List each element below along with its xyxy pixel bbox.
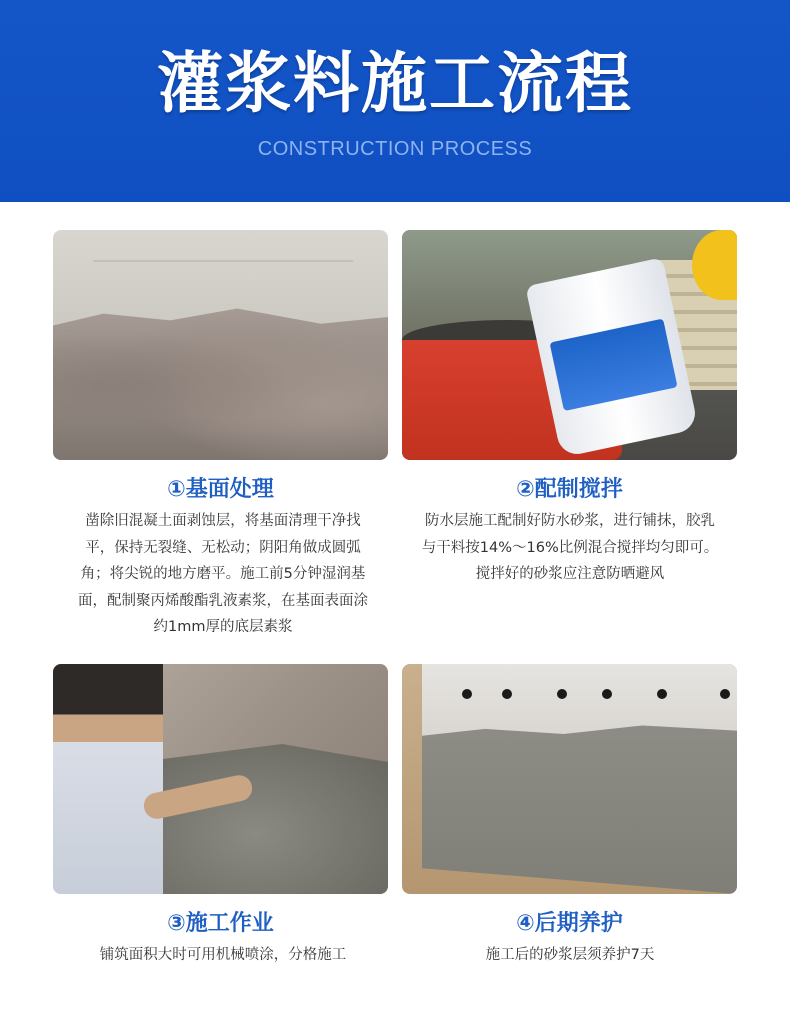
step-4-title: ④后期养护 — [516, 911, 623, 936]
wall-hole — [602, 689, 612, 699]
wall-crack — [93, 260, 353, 262]
step-4-description: 施工后的砂浆层须养护7天 — [485, 947, 655, 963]
worker — [53, 664, 163, 894]
step-1-title: ①基面处理 — [167, 477, 274, 502]
step-2-photo — [402, 230, 737, 460]
step-3-description: 铺筑面积大时可用机械喷涂，分格施工 — [99, 947, 347, 963]
step-2-description: 防水层施工配制好防水砂浆，进行铺抹，胶乳与干料按14%～16%比例混合搅拌均匀即可。搅拌好的砂浆应注意防晒避风 — [421, 513, 719, 582]
page-subtitle: CONSTRUCTION PROCESS — [257, 138, 533, 160]
eroded-concrete — [53, 300, 388, 460]
page-title: 灌浆料施工流程 — [157, 45, 633, 122]
wall-hole — [462, 689, 472, 699]
step-4-photo — [402, 664, 737, 894]
wall-hole — [557, 689, 567, 699]
bucket-label — [550, 319, 678, 412]
step-1-photo — [53, 230, 388, 460]
wall-hole — [720, 689, 730, 699]
wall-hole — [657, 689, 667, 699]
step-1-description: 凿除旧混凝土面剥蚀层，将基面清理干净找平，保持无裂缝、无松动；阴阳角做成圆弧角；将尖锐的地方磨平。施工前5分钟湿润基面，配制聚丙烯酸酯乳液素浆，在基面表面涂约1mm厚的底层素浆 — [78, 513, 368, 635]
step-3-photo — [53, 664, 388, 894]
step-2-title: ②配制搅拌 — [516, 477, 623, 502]
wall-hole — [502, 689, 512, 699]
mortar-coated-wall — [422, 722, 737, 894]
step-3-title: ③施工作业 — [167, 911, 274, 936]
header-banner — [0, 0, 790, 202]
